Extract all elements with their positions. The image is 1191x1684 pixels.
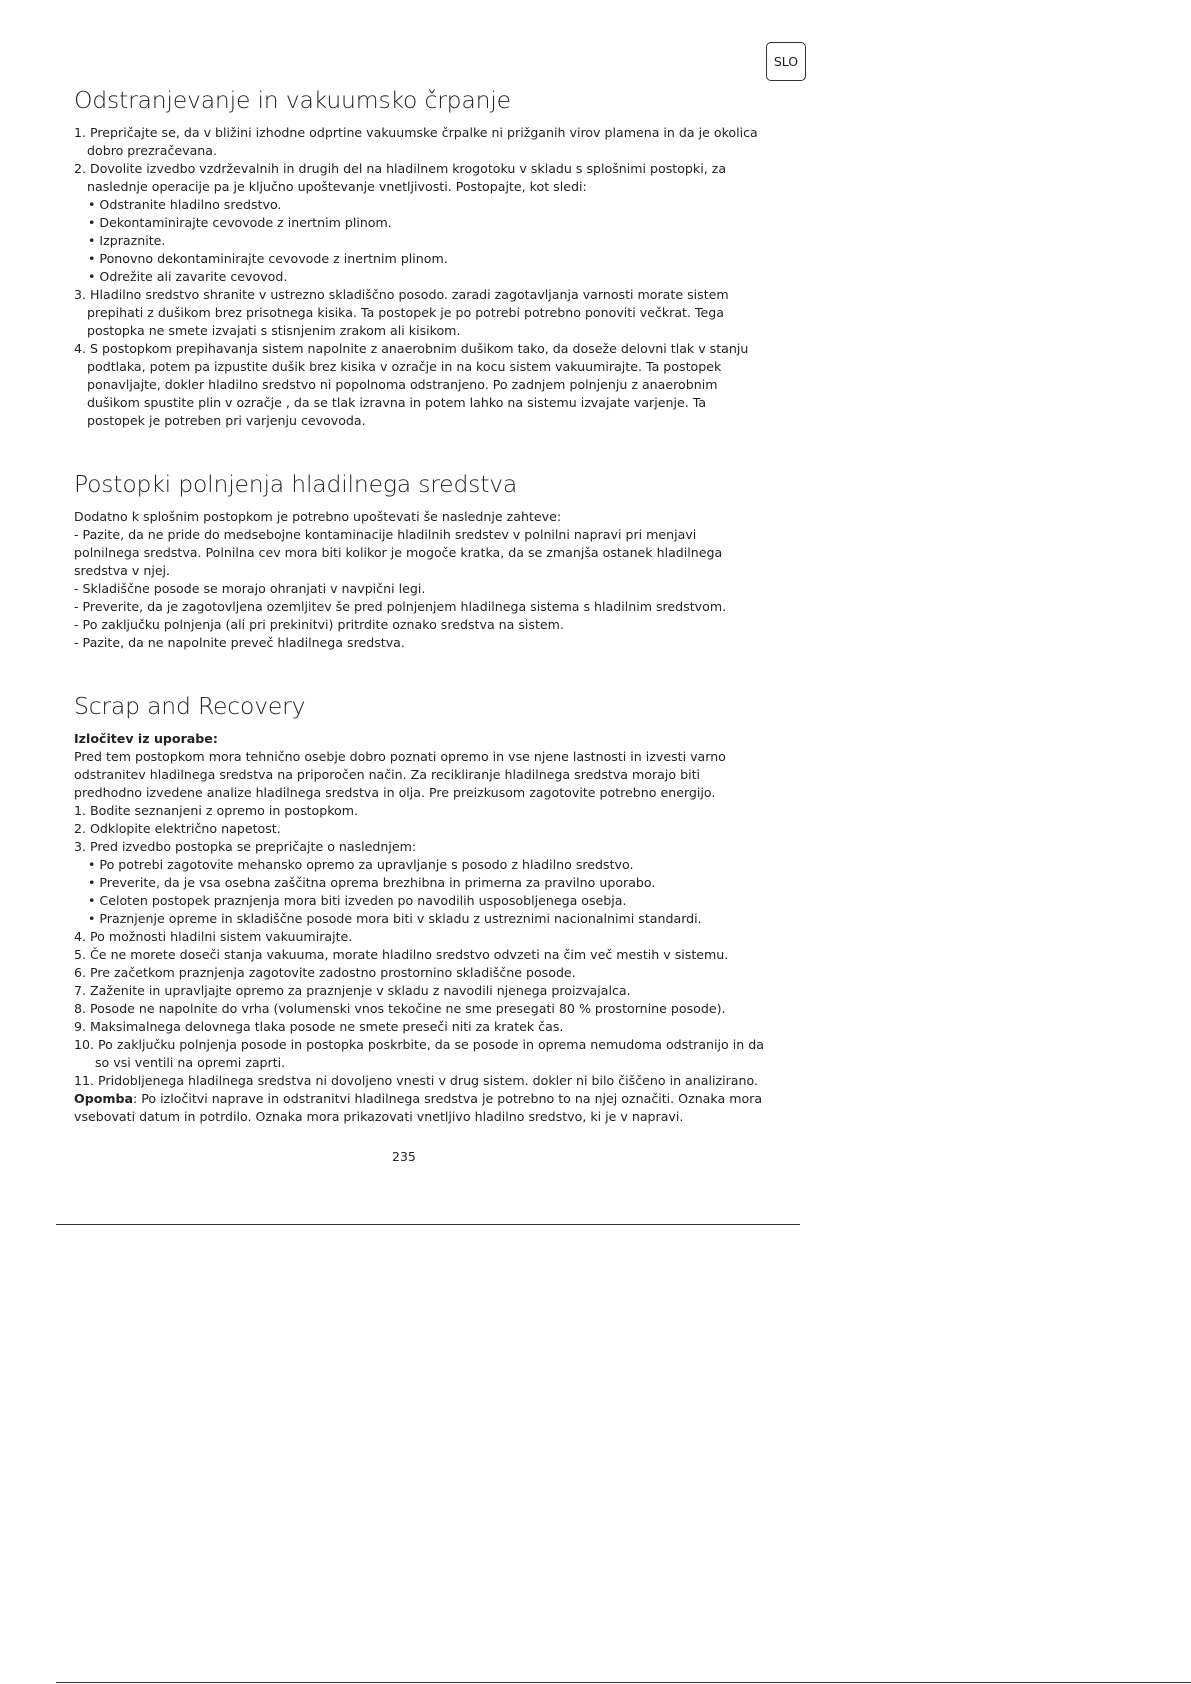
section-title: Odstranjevanje in vakuumsko črpanje	[74, 86, 511, 114]
page-content	[74, 84, 764, 1126]
section-scrap	[74, 690, 764, 1126]
bullet-item: • Dekontaminirajte cevovode z inertnim plinom.	[88, 215, 392, 230]
bullet-item: • Celoten postopek praznjenja mora biti izveden po navodilih usposobljenega osebja.	[88, 893, 627, 908]
paragraph: Pred tem postopkom mora tehnično osebje dobro poznati opremo in vse njene lastnosti in izvesti varno odstranitev hladilnega sredstva na priporočen način. Za recikliranje hladilnega sredstva morajo biti predhodno izvedene analize hladilnega sredstva in olja. Pre preizkusom zagotovite potrebno energijo.	[74, 749, 726, 800]
bullet-item: • Odrežite ali zavarite cevovod.	[88, 269, 288, 284]
section-charging	[74, 468, 764, 652]
list-item: 1. Prepričajte se, da v bližini izhodne odprtine vakuumske črpalke ni prižganih virov plamena in da je okolica dobro prezračevana.	[74, 125, 758, 158]
section-vacuum	[74, 84, 764, 430]
list-item: 4. Po možnosti hladilni sistem vakuumirajte.	[74, 929, 353, 944]
section-title: Postopki polnjenja hladilnega sredstva	[74, 470, 518, 498]
list-item: 9. Maksimalnega delovnega tlaka posode ne smete preseči niti za kratek čas.	[74, 1019, 564, 1034]
subsection-title: Izločitev iz uporabe:	[74, 731, 218, 746]
note-label: Opomba	[74, 1091, 134, 1106]
bullet-item: • Praznjenje opreme in skladiščne posode mora biti v skladu z ustreznimi nacionalnimi standardi.	[88, 911, 702, 926]
list-item: 3. Pred izvedbo postopka se prepričajte o naslednjem:	[74, 839, 417, 854]
list-item: - Po zaključku polnjenja (ali pri prekinitvi) pritrdite oznako sredstva na sistem.	[74, 617, 564, 632]
list-item: 4. S postopkom prepihavanja sistem napolnite z anaerobnim dušikom tako, da doseže delovni tlak v stanju podtlaka, potem pa izpustite dušik brez kisika v ozračje in na kocu sistem vakuumirajte. Ta postopek ponavljajte, dokler hladilno sredstvo ni popolnoma odstranjeno. Po zadnjem polnjenju z anaerobnim dušikom spustite plin v ozračje , da se tlak izravna in potem lahko na sistemu izvajate varjenje. Ta postopek je potreben pri varjenju cevovoda.	[74, 341, 749, 428]
list-item: 7. Zaženite in upravljajte opremo za praznjenje v skladu z navodili njenega proizvajalca.	[74, 983, 631, 998]
bullet-item: • Preverite, da je vsa osebna zaščitna oprema brezhibna in primerna za pravilno uporabo.	[88, 875, 656, 890]
bullet-item: • Odstranite hladilno sredstvo.	[88, 197, 282, 212]
list-item: - Pazite, da ne pride do medsebojne kontaminacije hladilnih sredstev v polnilni napravi pri menjavi polnilnega sredstva. Polnilna cev mora biti kolikor je mogoče kratka, da se zmanjša ostanek hladilnega sredstva v njej.	[74, 527, 723, 578]
bullet-item: • Izpraznite.	[88, 233, 166, 248]
language-badge: SLO	[766, 42, 806, 81]
divider-line	[56, 1682, 1191, 1683]
bullet-item: • Po potrebi zagotovite mehansko opremo za upravljanje s posodo z hladilno sredstvo.	[88, 857, 634, 872]
page-number: 235	[392, 1149, 416, 1164]
list-item: 5. Če ne morete doseči stanja vakuuma, morate hladilno sredstvo odvzeti na čim več mestih v sistemu.	[74, 947, 729, 962]
paragraph: Dodatno k splošnim postopkom je potrebno upoštevati še naslednje zahteve:	[74, 509, 562, 524]
note-paragraph	[74, 1090, 764, 1126]
list-item: 11. Pridobljenega hladilnega sredstva ni dovoljeno vnesti v drug sistem. dokler ni bilo čiščeno in analizirano.	[74, 1073, 758, 1088]
list-item: 2. Odklopite električno napetost.	[74, 821, 281, 836]
divider-line	[56, 1224, 800, 1225]
list-item: - Preverite, da je zagotovljena ozemljitev še pred polnjenjem hladilnega sistema s hladilnim sredstvom.	[74, 599, 727, 614]
list-item: 6. Pre začetkom praznjenja zagotovite zadostno prostornino skladiščne posode.	[74, 965, 576, 980]
note-text: : Po izločitvi naprave in odstranitvi hladilnega sredstva je potrebno to na njej označiti. Oznaka mora vsebovati datum in potrdilo. Oznaka mora prikazovati vnetljivo hladilno sredstvo, ki je v napravi.	[74, 1091, 763, 1124]
list-item: 1. Bodite seznanjeni z opremo in postopkom.	[74, 803, 359, 818]
section-title: Scrap and Recovery	[74, 692, 306, 720]
list-item: - Skladiščne posode se morajo ohranjati v navpični legi.	[74, 581, 426, 596]
list-item: 10. Po zaključku polnjenja posode in postopka poskrbite, da se posode in oprema nemudoma odstranijo in da so vsi ventili na opremi zaprti.	[74, 1037, 764, 1070]
list-item: 3. Hladilno sredstvo shranite v ustrezno skladiščno posodo. zaradi zagotavljanja varnosti morate sistem prepihati z dušikom brez prisotnega kisika. Ta postopek je po potrebi potrebno ponoviti večkrat. Tega postopka ne smete izvajati s stisnjenim zrakom ali kisikom.	[74, 287, 729, 338]
list-item: - Pazite, da ne napolnite preveč hladilnega sredstva.	[74, 635, 405, 650]
list-item: 8. Posode ne napolnite do vrha (volumenski vnos tekočine ne sme presegati 80 % prostornine posode).	[74, 1001, 726, 1016]
bullet-item: • Ponovno dekontaminirajte cevovode z inertnim plinom.	[88, 251, 448, 266]
list-item: 2. Dovolite izvedbo vzdrževalnih in drugih del na hladilnem krogotoku v skladu s splošnimi postopki, za naslednje operacije pa je ključno upoštevanje vnetljivosti. Postopajte, kot sledi:	[74, 161, 727, 194]
